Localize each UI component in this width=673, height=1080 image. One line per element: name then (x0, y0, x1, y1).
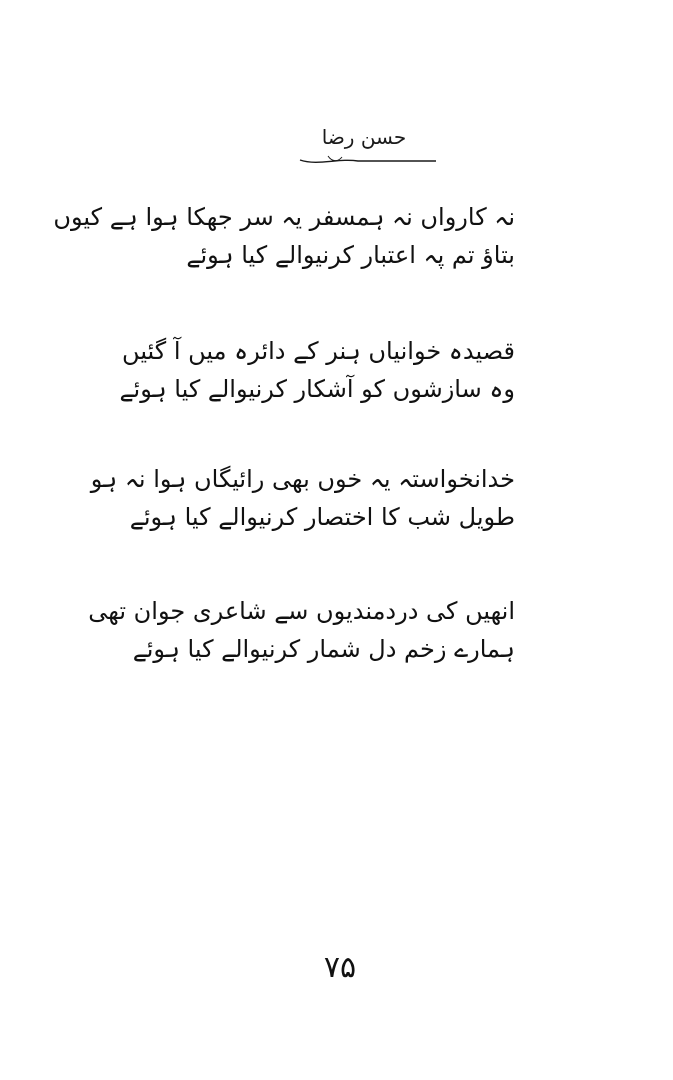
ornament-calligraphy: حسن رضا (321, 125, 407, 149)
verse-line: انھیں کی دردمندیوں سے شاعری جوان تھی (88, 597, 515, 625)
stanza-4 (88, 592, 515, 668)
verse-line: طویل شب کا اختصار کرنیوالے کیا ہوئے (129, 503, 515, 531)
verse-line: قصیدہ خوانیاں ہنر کے دائرہ میں آ گئیں (122, 337, 515, 365)
verse-line: خدانخواستہ یہ خوں بھی رائیگاں ہوا نہ ہو (90, 465, 515, 493)
verse-line: وہ سازشوں کو آشکار کرنیوالے کیا ہوئے (119, 375, 515, 403)
verse-line: نہ کارواں نہ ہمسفر یہ سر جھکا ہوا ہے کیوں (53, 203, 515, 231)
stanza-2 (119, 332, 515, 408)
verse-line: ہمارے زخم دل شمار کرنیوالے کیا ہوئے (132, 635, 515, 663)
ornament-flourish-line (298, 154, 438, 168)
stanza-1 (53, 198, 515, 274)
verse-line: بتاؤ تم پہ اعتبار کرنیوالے کیا ہوئے (186, 241, 515, 269)
heading-ornament (296, 122, 441, 170)
stanza-3 (90, 460, 515, 536)
page-number: ۷۵ (323, 950, 357, 985)
